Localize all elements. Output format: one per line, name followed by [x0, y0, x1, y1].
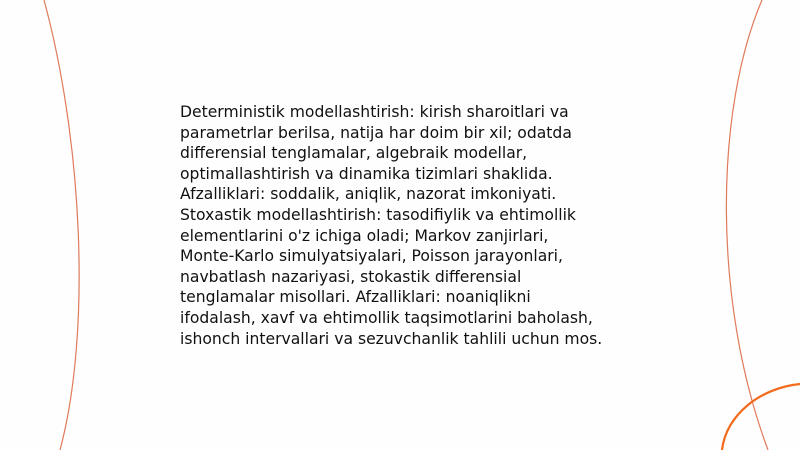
- bottom-right-orange-arc: [722, 384, 800, 450]
- right-decorative-curve: [726, 0, 768, 450]
- left-decorative-curve: [44, 0, 79, 450]
- slide-body-text: Deterministik modellashtirish: kirish sharoitlari va parametrlar berilsa, natija har doim bir xil; odatda differensial tenglamalar, algebraik modellar, optimallashtirish va dinamika tizimlari shaklida. Afzalliklari: soddalik, aniqlik, nazorat imkoniyati. Stoxastik modellashtirish: tasodifiylik va ehtimollik elementlarini o'z ichiga oladi; Markov zanjirlari, Monte-Karlo simulyatsiyalari, Poisson jarayonlari, navbatlash nazariyasi, stokastik differensial tenglamalar misollari. Afzalliklari: noaniqlikni ifodalash, xavf va ehtimollik taqsimotlarini baholash, ishonch intervallari va sezuvchanlik tahlili uchun mos.: [180, 103, 603, 348]
